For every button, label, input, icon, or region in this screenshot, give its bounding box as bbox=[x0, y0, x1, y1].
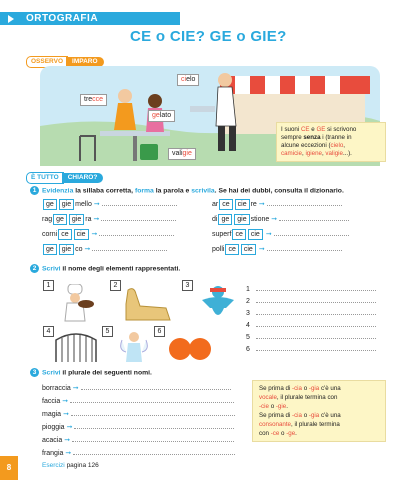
play-icon bbox=[8, 15, 14, 23]
syllable-option[interactable]: cie bbox=[241, 244, 256, 255]
answer-line[interactable] bbox=[73, 448, 235, 455]
answer-line[interactable] bbox=[102, 199, 177, 206]
ex1-row: ge gie mello ➞ bbox=[42, 199, 177, 210]
syllable-option[interactable]: gie bbox=[59, 199, 74, 210]
syllable-option[interactable]: cie bbox=[235, 199, 250, 210]
answer-line[interactable] bbox=[81, 383, 231, 390]
answer-line[interactable] bbox=[99, 229, 174, 236]
answer-row[interactable]: 5 bbox=[246, 333, 386, 341]
word-tag-trecce: trecce bbox=[80, 94, 107, 106]
picture-number: 4 bbox=[43, 326, 54, 337]
arrow-right-icon: ➞ bbox=[72, 385, 79, 392]
angel-icon bbox=[116, 328, 152, 364]
syllable-option[interactable]: ce bbox=[225, 244, 238, 255]
exercise-number: 2 bbox=[30, 264, 39, 273]
answer-line[interactable] bbox=[279, 214, 349, 221]
exercise-1-instruction: 1 Evidenzia la sillaba corretta, forma la parola e scrivila. Se hai dei dubbi, consulta il dizionario. bbox=[30, 186, 344, 196]
answer-row[interactable]: 6 bbox=[246, 345, 386, 353]
syllable-option[interactable]: gie bbox=[69, 214, 84, 225]
section-label: ORTOGRAFIA bbox=[26, 13, 99, 24]
plural-row: faccia ➞ bbox=[42, 396, 234, 406]
ex1-row: ar ce cie re ➞ bbox=[212, 199, 342, 210]
ex1-row: ge gie co ➞ bbox=[42, 244, 167, 255]
ex1-row: rag ge gie ra ➞ bbox=[42, 214, 176, 225]
arrow-right-icon: ➞ bbox=[271, 216, 278, 223]
tutto-chiaro-badge: È TUTTO CHIARO? bbox=[26, 172, 103, 182]
arrow-right-icon: ➞ bbox=[258, 201, 265, 208]
syllable-option[interactable]: gie bbox=[234, 214, 249, 225]
oranges-icon bbox=[166, 334, 216, 362]
answer-line[interactable] bbox=[274, 229, 349, 236]
syllable-option[interactable]: ge bbox=[43, 199, 57, 210]
answer-row[interactable]: 4 bbox=[246, 321, 386, 329]
arrow-right-icon: ➞ bbox=[66, 424, 73, 431]
syllable-option[interactable]: ce bbox=[58, 229, 71, 240]
syllable-option[interactable]: ge bbox=[53, 214, 67, 225]
syllable-option[interactable]: cie bbox=[248, 229, 263, 240]
picture-number: 6 bbox=[154, 326, 165, 337]
ex1-row: corni ce cie ➞ bbox=[42, 229, 174, 240]
exercise-2-pictures bbox=[40, 278, 240, 366]
answer-row[interactable]: 2 bbox=[246, 297, 386, 305]
plural-row: frangia ➞ bbox=[42, 448, 235, 458]
section-header-bar bbox=[0, 12, 180, 25]
plural-row: acacia ➞ bbox=[42, 435, 234, 445]
rule-info-box: I suoni CE e GE si scrivono sempre senza i (tranne in alcune eccezioni (cielo, camicie, igiene, valigie...). bbox=[276, 122, 386, 162]
plural-rule-box: Se prima di -cia o -gia c'è una vocale, il plurale termina con -cie o -gie. Se prima di -cia o -gia c'è una consonante, il plurale termina con -ce o -ge. bbox=[252, 380, 386, 442]
word-tag-gelato: gelato bbox=[148, 110, 175, 122]
picture-number: 5 bbox=[102, 326, 113, 337]
ex1-row: di ge gie stione ➞ bbox=[212, 214, 349, 225]
arrow-right-icon: ➞ bbox=[63, 411, 69, 418]
word-tag-valigie: valigie bbox=[168, 148, 196, 160]
genie-icon bbox=[196, 282, 240, 324]
plural-row: magia ➞ bbox=[42, 409, 235, 419]
answer-line[interactable] bbox=[70, 396, 234, 403]
word-tag-cielo: cielo bbox=[177, 74, 199, 86]
page-title: CE o CIE? GE o GIE? bbox=[130, 28, 287, 45]
answer-row[interactable]: 1 bbox=[246, 285, 386, 293]
exercise-3-instruction: 3 Scrivi il plurale dei seguenti nomi. bbox=[30, 368, 152, 378]
exercise-2-instruction: 2 Scrivi il nome degli elementi rappresentati. bbox=[30, 264, 180, 274]
answer-row[interactable]: 3 bbox=[246, 309, 386, 317]
sphinx-icon bbox=[122, 284, 174, 322]
arrow-right-icon: ➞ bbox=[91, 231, 98, 238]
answer-line[interactable] bbox=[101, 214, 176, 221]
syllable-option[interactable]: cie bbox=[74, 229, 89, 240]
page-number: 8 bbox=[0, 456, 18, 480]
ex1-row: polli ce cie ➞ bbox=[212, 244, 342, 255]
gate-icon bbox=[54, 328, 98, 364]
arrow-right-icon: ➞ bbox=[265, 231, 272, 238]
syllable-option[interactable]: ge bbox=[43, 244, 57, 255]
arrow-right-icon: ➞ bbox=[93, 216, 100, 223]
picture-number: 2 bbox=[110, 280, 121, 291]
pastry-chef-icon bbox=[56, 284, 96, 322]
answer-line[interactable] bbox=[267, 199, 342, 206]
syllable-option[interactable]: gie bbox=[59, 244, 74, 255]
answer-line[interactable] bbox=[72, 435, 234, 442]
exercise-reference: Esercizi pagina 126 bbox=[42, 462, 99, 469]
plural-row: pioggia ➞ bbox=[42, 422, 234, 432]
answer-line[interactable] bbox=[267, 244, 342, 251]
arrow-right-icon: ➞ bbox=[62, 398, 69, 405]
picture-number: 3 bbox=[182, 280, 193, 291]
plural-row: borraccia ➞ bbox=[42, 383, 231, 393]
arrow-right-icon: ➞ bbox=[258, 246, 265, 253]
ex1-row: superf ce cie ➞ bbox=[212, 229, 349, 240]
arrow-right-icon: ➞ bbox=[84, 246, 91, 253]
syllable-option[interactable]: ge bbox=[218, 214, 232, 225]
syllable-option[interactable]: ce bbox=[219, 199, 232, 210]
answer-line[interactable] bbox=[71, 409, 235, 416]
syllable-option[interactable]: ce bbox=[232, 229, 245, 240]
answer-line[interactable] bbox=[92, 244, 167, 251]
osserva-badge: OSSERVO IMPARO bbox=[26, 56, 104, 66]
arrow-right-icon: ➞ bbox=[65, 450, 72, 457]
answer-line[interactable] bbox=[74, 422, 234, 429]
exercise-number: 1 bbox=[30, 186, 39, 195]
arrow-right-icon: ➞ bbox=[64, 437, 71, 444]
arrow-right-icon: ➞ bbox=[93, 201, 100, 208]
exercise-number: 3 bbox=[30, 368, 39, 377]
picture-number: 1 bbox=[43, 280, 54, 291]
